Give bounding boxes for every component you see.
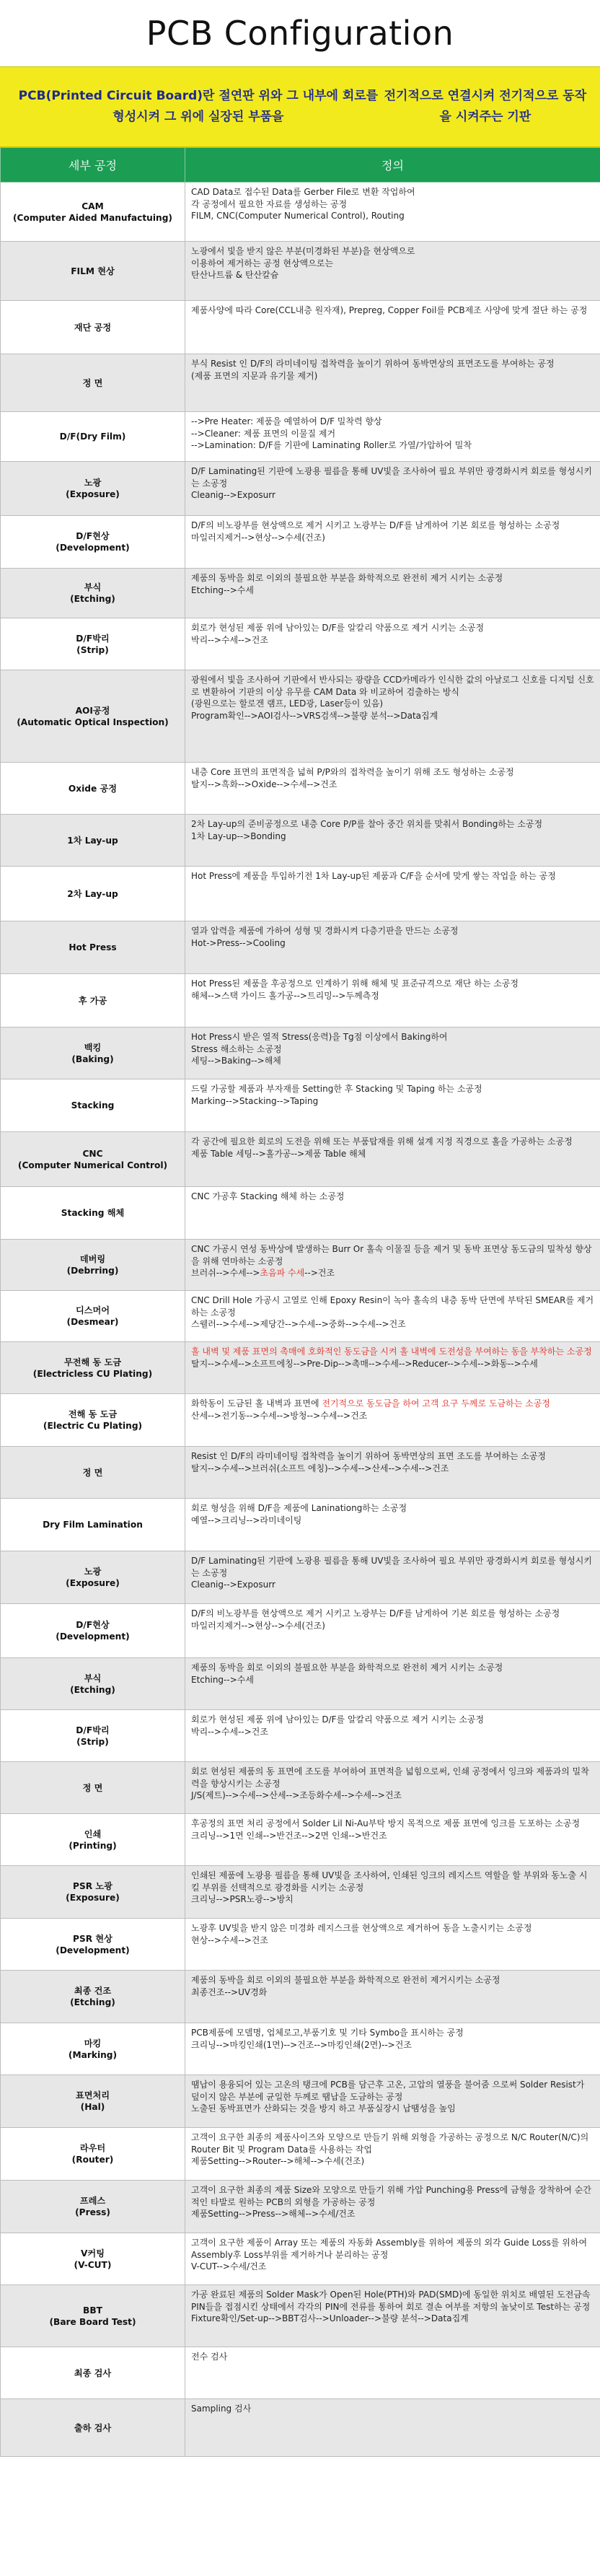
process-definition: [185, 1499, 600, 1551]
process-definition: [185, 618, 600, 670]
definition-line: (제품 표면의 지문과 유기물 제거): [191, 370, 318, 381]
process-name-line: 최종 검사: [74, 2367, 112, 2378]
process-definition: [185, 2285, 600, 2347]
definition-line: 제품의 동박을 회로 이외의 불필요한 부분을 화학적으로 완전히 제거 시키는 소공정: [191, 1662, 503, 1673]
process-definition: [185, 412, 600, 462]
definition-line: 크리닝-->마킹인쇄(1면)-->건조-->마킹인쇄(2면)-->건조: [191, 2039, 412, 2050]
definition-line: 노출된 동박표면가 산화되는 것을 방지 하고 부품실장시 납땜성을 높임: [191, 2103, 456, 2114]
definition-line: 탄산나트륨 & 탄산칼슘: [191, 270, 279, 281]
process-definition: [185, 763, 600, 815]
process-definition: [185, 516, 600, 569]
process-name-line: D/F박리: [76, 1725, 110, 1735]
definition-line: 2차 Lay-up의 준비공정으로 내층 Core P/P를 찰아 중간 위치를 맞춰서 Bonding하는 소공정: [191, 819, 543, 829]
process-definition: [185, 815, 600, 867]
process-name: [1, 1762, 185, 1814]
process-name-line: 재단 공정: [74, 322, 112, 333]
process-definition: [185, 1079, 600, 1132]
process-definition: [185, 1710, 600, 1762]
definition-line: 제품사양에 따라 Core(CCL내층 원자재), Prepreg, Copper Foil를 PCB제조 사양에 맞게 절단 하는 공정: [191, 305, 588, 315]
process-name-line: Hot Press: [69, 942, 117, 952]
definition-line: 예열-->크리닝-->라미네이팅: [191, 1515, 302, 1525]
process-name-line: (Development): [56, 1631, 130, 1642]
definition-line: 인쇄된 제품에 노광용 필름을 통해 UV빛을 조사하여, 인쇄된 잉크의 레지스트 역할을 할 부위와 동노출 시킬 부위를 선택적으로 광경화를 시키는 소공정: [191, 1870, 588, 1893]
definition-line: 열과 압력을 제품에 가하여 성형 및 경화시켜 다층기판을 만드는 소공정: [191, 926, 459, 936]
process-name-line: (Computer Aided Manufactuing): [12, 212, 172, 223]
process-name: [1, 974, 185, 1028]
process-definition: [185, 1028, 600, 1079]
process-name: [1, 1710, 185, 1762]
definition-line: 제품 Table 세팅-->홀가공-->제품 Table 해체: [191, 1148, 366, 1159]
process-name: [1, 2233, 185, 2285]
table-row: [1, 1394, 600, 1447]
process-definition: [185, 462, 600, 516]
definition-line: CNC 가공후 Stacking 해체 하는 소공정: [191, 1191, 345, 1201]
process-name: [1, 1447, 185, 1499]
process-name-line: (Etching): [70, 1997, 115, 2007]
table-row: [1, 1342, 600, 1394]
definition-line: 1차 Lay-up-->Bonding: [191, 831, 286, 841]
process-definition: [185, 569, 600, 618]
table-row: [1, 1499, 600, 1551]
process-name-line: D/F(Dry Film): [59, 431, 126, 442]
table-row: [1, 1028, 600, 1079]
banner-line-2: 전기적으로 연결시켜 전기적으로 동작을 시켜주는 기판: [384, 89, 587, 124]
definition-line: PCB제품에 모델명, 업체로고,부품기호 및 기타 Symbo을 표시하는 공정: [191, 2028, 464, 2038]
process-definition: [185, 2347, 600, 2399]
process-name-line: 노광: [84, 478, 102, 488]
process-definition: [185, 242, 600, 301]
definition-line: 내층 Core 표면의 표면적을 넓혀 P/P와의 접착력을 높이기 위해 조도 형성하는 소공정: [191, 767, 514, 777]
process-name-line: V커팅: [81, 2248, 105, 2259]
table-body: [1, 183, 600, 2457]
definition-line: 고객이 요구한 제품이 Array 또는 제품의 자동화 Assembly를 위하여 제품의 외각 Guide Loss를 위하여 Assembly후 Loss부위를 제거하거나 분리하는 공정: [191, 2238, 590, 2260]
process-name: [1, 670, 185, 763]
process-name-line: 최종 건조: [74, 1986, 112, 1996]
process-definition: [185, 1971, 600, 2023]
definition-line: V-CUT-->수세/건조: [191, 2261, 267, 2272]
process-definition: [185, 2399, 600, 2457]
process-name-line: Stacking: [71, 1100, 115, 1110]
process-definition: [185, 1394, 600, 1447]
definition-line: Sampling 검사: [191, 2404, 252, 2414]
process-name-line: 라우터: [79, 2143, 106, 2153]
process-name: [1, 1866, 185, 1919]
process-name: [1, 354, 185, 412]
process-name-line: (Etching): [70, 594, 115, 604]
definition-line: 브러쉬-->수세-->초음파 수세-->건조: [191, 1268, 335, 1279]
process-name-line: 후 가공: [78, 995, 107, 1006]
process-name-line: (Bare Board Test): [49, 2316, 136, 2327]
process-name-line: 정 면: [82, 1467, 103, 1478]
definition-line: 후공정의 표면 처리 공정에서 Solder Lil Ni-Au부탁 방지 목적으로 제품 표면에 잉크를 도포하는 소공정: [191, 1818, 581, 1828]
process-name: [1, 2023, 185, 2075]
process-name-line: (Baking): [71, 1053, 114, 1064]
definition-line: Hot Press된 제품을 후공정으로 인계하기 위해 해체 및 표준규격으로 재단 하는 소공정: [191, 978, 519, 989]
table-row: [1, 516, 600, 569]
table-row: [1, 815, 600, 867]
header-definition: 정의: [185, 148, 600, 183]
table-header-row: [1, 148, 600, 183]
table-row: [1, 1187, 600, 1240]
definition-line: 광원에서 빛을 조사하여 기판에서 반사되는 광량을 CCD카메라가 인식한 값의 아날로그 신호를 디지털 신호로 변환하여 기판의 이상 유무를 CAM Data 와 비교하여 검출하는 방식: [191, 675, 594, 697]
definition-line: 박리-->수세-->건조: [191, 1726, 268, 1737]
process-definition: [185, 974, 600, 1028]
definition-line: CNC 가공시 연성 동박상에 발생하는 Burr Or 홀속 이물질 등을 제거 및 동박 표면상 동도금의 밀착성 향상을 위해 연마하는 소공정: [191, 1244, 592, 1266]
process-name-line: (Marking): [68, 2049, 118, 2060]
table-row: [1, 1291, 600, 1342]
process-name: [1, 1291, 185, 1342]
definition-line: 전수 검사: [191, 2352, 228, 2362]
process-definition: [185, 2128, 600, 2181]
table-row: [1, 242, 600, 301]
definition-line: 노광에서 빛을 받지 않은 부분(미경화된 부분)을 현상액으로: [191, 246, 415, 256]
process-definition: [185, 1551, 600, 1604]
process-name-line: 디스머어: [75, 1305, 110, 1315]
process-name: [1, 516, 185, 569]
definition-line: Etching-->수세: [191, 584, 254, 595]
process-name-line: (Desmear): [66, 1317, 119, 1327]
process-name: [1, 921, 185, 974]
process-name-line: (Debrring): [66, 1266, 119, 1276]
process-name-line: 전해 동 도금: [68, 1409, 118, 1419]
definition-line: Resist 인 D/F의 라미네이팅 접착력을 높이기 위하여 동박면상의 표면 조도를 부여하는 소공정: [191, 1451, 547, 1461]
process-name: [1, 412, 185, 462]
table-row: [1, 867, 600, 921]
process-table: [0, 147, 600, 2457]
definition-line: CNC Drill Hole 가공시 고열로 인해 Epoxy Resin이 녹아 홀속의 내층 동박 단면에 부탁된 SMEAR를 제거하는 소공정: [191, 1295, 594, 1318]
table-row: [1, 763, 600, 815]
definition-line: 회로 현성된 제품의 동 표면에 조도를 부여하여 표면적을 넓힘으로써, 인쇄 공정에서 잉크와 제품과의 밀착력을 향상시키는 소공정: [191, 1766, 589, 1789]
process-name: [1, 1814, 185, 1866]
table-row: [1, 2285, 600, 2347]
definition-line: 고객이 요구한 최종의 제품사이즈와 모양으로 만들기 위해 외형을 가공하는 공정으로 N/C Router(N/C)의 Router Bit 및 Program Data를 사용하는 작업: [191, 2132, 592, 2155]
process-name-line: Oxide 공정: [68, 783, 118, 794]
process-definition: [185, 2023, 600, 2075]
process-name-line: (Exposure): [66, 1893, 120, 1903]
process-definition: [185, 1187, 600, 1240]
definition-line: FILM, CNC(Computer Numerical Control), Routing: [191, 211, 405, 222]
table-row: [1, 1710, 600, 1762]
definition-line: 스웰러-->수세-->제당간-->수세-->중화-->수세-->건조: [191, 1319, 406, 1330]
definition-line: 탈지-->수세-->브러쉬(소프트 에칭)-->수세-->산세-->수세-->건조: [191, 1463, 449, 1473]
definition-line: -->Lamination: D/F를 기판에 Laminating Roller로 가열/가압하여 밀착: [191, 440, 472, 451]
definition-line: Hot Press에 제품을 투입하기전 1차 Lay-up된 제품과 C/F을 순서에 맞게 쌓는 작업을 하는 공정: [191, 871, 556, 881]
process-name-line: PSR 현상: [73, 1933, 112, 1944]
process-name-line: 정 면: [82, 377, 103, 388]
definition-line: 제품의 동박을 회로 이외의 불필요한 부분을 화학적으로 완전히 제거시키는 소공정: [191, 1975, 500, 1985]
process-name-line: Stacking 해체: [61, 1208, 125, 1218]
definition-line: 화학동이 도금된 홀 내벽과 표면에 전기적으로 동도금을 하여 고객 요구 두께로 도금하는 소공정: [191, 1398, 550, 1409]
process-name-line: 프레스: [79, 2196, 106, 2206]
process-name-line: (Computer Numerical Control): [17, 1160, 168, 1170]
table-row: [1, 1658, 600, 1710]
table-row: [1, 1971, 600, 2023]
definition-line: Program확인-->AOI검사-->VRS검색-->불량 분석-->Data집계: [191, 710, 438, 721]
process-definition: [185, 867, 600, 921]
process-name: [1, 1551, 185, 1604]
process-name: [1, 462, 185, 516]
process-definition: [185, 1240, 600, 1291]
process-name: [1, 301, 185, 354]
table-row: [1, 1551, 600, 1604]
table-row: [1, 1240, 600, 1291]
highlight-text: 홀 내벽 및 제품 표면의 촉매에 호화적인 동도금을 시켜 홀 내벽에 도전성을 부여하는 동을 부착하는 소공정: [191, 1346, 592, 1357]
table-row: [1, 921, 600, 974]
process-definition: [185, 354, 600, 412]
definition-line: 산세-->전기동-->수세-->방청-->수세-->건조: [191, 1410, 368, 1421]
definition-line: (광원으로는 할로겐 램프, LED광, Laser등이 있음): [191, 698, 384, 709]
definition-line: Fixture확인/Set-up-->BBT검사-->Unloader-->불량 분석-->Data집계: [191, 2313, 469, 2324]
process-name: [1, 763, 185, 815]
definition-line: 노광후 UV빛을 받지 않은 미경화 레지스크를 현상액으로 제거하여 동을 노출시키는 소공정: [191, 1923, 532, 1933]
process-name-line: (Exposure): [66, 1578, 120, 1588]
definition-line: 땜납이 용융되어 있는 고온의 탱크에 PCB를 담근후 고온, 고압의 열풍을 불어줌 으로써 Solder Resist가 덮이지 않은 부분에 균일한 두께로 땜납을 도금하는 공정: [191, 2080, 588, 2102]
table-row: [1, 1919, 600, 1971]
process-name-line: AOI공정: [75, 705, 110, 716]
definition-line: CAD Data로 접수된 Data를 Gerber File로 변환 작업하여: [191, 187, 415, 197]
definition-line: -->Pre Heater: 제품을 예열하여 D/F 밀착력 향상: [191, 416, 382, 426]
process-name: [1, 1240, 185, 1291]
table-row: [1, 412, 600, 462]
table-row: [1, 2399, 600, 2457]
process-definition: [185, 1132, 600, 1187]
table-row: [1, 1762, 600, 1814]
header-process: 세부 공정: [1, 148, 185, 183]
definition-line: 현상-->수세-->건조: [191, 1935, 268, 1945]
definition-line: D/F Laminating된 기판에 노광용 필름을 통해 UV빛을 조사하여 필요 부위만 광경화시켜 회로를 형성시키는 소공정: [191, 1556, 592, 1578]
table-row: [1, 354, 600, 412]
process-definition: [185, 921, 600, 974]
process-definition: [185, 301, 600, 354]
process-name-line: (Press): [75, 2207, 110, 2217]
definition-line: 크리닝-->1면 인쇄-->반건조-->2면 인쇄-->반건조: [191, 1830, 387, 1841]
definition-line: 마일러지제거-->현상-->수세(건조): [191, 532, 325, 543]
table-row: [1, 569, 600, 618]
definition-line: 세팅-->Baking-->해체: [191, 1056, 281, 1066]
definition-line: 제품Setting-->Press-->해체-->수세/건조: [191, 2209, 356, 2220]
process-name-line: 표면처리: [75, 2090, 110, 2100]
process-name: [1, 1187, 185, 1240]
process-name-line: FILM 현상: [71, 266, 115, 276]
process-definition: [185, 1342, 600, 1394]
table-row: [1, 2347, 600, 2399]
process-name-line: (Hal): [80, 2102, 105, 2112]
definition-line: J/S(제트)-->수세-->산세-->조등화수세-->수세-->건조: [191, 1790, 402, 1801]
definition-line: 각 공정에서 필요한 자료를 생성하는 공정: [191, 198, 348, 209]
table-row: [1, 1447, 600, 1499]
process-name: [1, 1342, 185, 1394]
definition-line: 부식 Resist 인 D/F의 라미네이팅 접착력을 높이기 위하여 동박면상의 표면조도를 부여하는 공정: [191, 359, 555, 369]
process-definition: [185, 1604, 600, 1658]
table-row: [1, 2128, 600, 2181]
process-name-line: BBT: [83, 2305, 102, 2316]
table-row: [1, 1079, 600, 1132]
definition-line: [191, 1346, 594, 1358]
table-row: [1, 2181, 600, 2233]
process-definition: [185, 1919, 600, 1971]
process-name-line: 출하 검사: [74, 2422, 112, 2433]
process-name: [1, 1499, 185, 1551]
page-title: PCB Configuration: [146, 14, 454, 53]
process-name-line: (Automatic Optical Inspection): [17, 717, 169, 727]
process-name: [1, 1971, 185, 2023]
table-row: [1, 1866, 600, 1919]
process-definition: [185, 1814, 600, 1866]
process-name: [1, 1604, 185, 1658]
process-name-line: (Strip): [76, 1736, 109, 1747]
process-name-line: 무전해 동 도금: [63, 1357, 122, 1367]
table-row: [1, 1814, 600, 1866]
definition-line: 각 공간에 필요한 회로의 도전을 위해 또는 부품탑재를 위해 설계 지정 직경으로 홀을 가공하는 소공정: [191, 1136, 573, 1147]
definition-line: Cleanig-->Exposurr: [191, 1580, 275, 1590]
process-name: [1, 1658, 185, 1710]
process-name: [1, 1079, 185, 1132]
definition-line: 고객이 요구한 최종의 제품 Size와 모양으로 만들기 위해 가압 Punching용 Press에 금형을 장착하여 순간적인 타발로 원하는 PCB의 외형을 가공하는 공정: [191, 2185, 591, 2207]
definition-line: 제품의 동박을 회로 이외의 불필요한 부분을 화학적으로 완전히 제거 시키는 소공정: [191, 573, 503, 583]
process-name: [1, 2347, 185, 2399]
process-definition: [185, 1658, 600, 1710]
process-definition: [185, 1447, 600, 1499]
process-name: [1, 242, 185, 301]
definition-line: D/F Laminating된 기판에 노광용 필름을 통해 UV빛을 조사하여 필요 부위만 광경화시켜 회로를 형성시키는 소공정: [191, 466, 592, 489]
process-name-line: 마킹: [84, 2038, 102, 2049]
table-row: [1, 2075, 600, 2128]
definition-line: Cleanig-->Exposurr: [191, 490, 275, 501]
table-row: [1, 462, 600, 516]
table-row: [1, 670, 600, 763]
process-name-line: 1차 Lay-up: [67, 835, 118, 846]
process-definition: [185, 1291, 600, 1342]
definition-line: 탈지-->흑화-->Oxide-->수세-->건조: [191, 779, 338, 789]
process-name: [1, 618, 185, 670]
definition-line: 드릴 가공할 제품과 부자재를 Setting한 후 Stacking 및 Taping 하는 소공정: [191, 1084, 482, 1094]
definition-line: Stress 해소하는 소공정: [191, 1043, 282, 1054]
process-name-line: 데버링: [79, 1254, 106, 1264]
table-row: [1, 1604, 600, 1658]
process-name: [1, 1132, 185, 1187]
table-row: [1, 618, 600, 670]
definition-line: 가공 완료된 제품의 Solder Mask가 Open된 Hole(PTH)와 PAD(SMD)에 동일한 위치로 배열된 도전금속 PIN들을 접점시킨 상태에서 각각의 PIN에 전류를 통하여 회로 결손 여부를 저항의 높낮이로 Test하는 공정: [191, 2290, 594, 2312]
process-name-line: (Etching): [70, 1684, 115, 1695]
definition-line: 회로가 현성된 제품 위에 남아있는 D/F를 알칼리 약품으로 제거 시키는 소공정: [191, 1714, 485, 1725]
process-name: [1, 2399, 185, 2457]
process-name-line: (Router): [71, 2155, 114, 2165]
process-name-line: 부식: [84, 582, 102, 592]
definition-line: 크리닝-->PSR노광-->방치: [191, 1894, 294, 1905]
process-name-line: (Development): [56, 543, 130, 553]
process-definition: [185, 2181, 600, 2233]
process-name: [1, 1919, 185, 1971]
definition-line: -->Cleaner: 제품 표면의 이물질 제거: [191, 428, 336, 439]
process-name-line: PSR 노광: [73, 1881, 112, 1891]
process-name-line: (Printing): [69, 1840, 117, 1851]
process-name-line: 정 면: [82, 1782, 103, 1793]
process-definition: [185, 2075, 600, 2128]
definition-line: 박리-->수세-->건조: [191, 634, 268, 645]
definition-line: 제품Setting-->Router-->해체-->수세(건조): [191, 2156, 365, 2167]
definition-line: 회로 형성을 위해 D/F을 제품에 Laninationg하는 소공정: [191, 1503, 407, 1513]
process-name: [1, 2285, 185, 2347]
process-name: [1, 815, 185, 867]
definition-line: Marking-->Stacking-->Taping: [191, 1095, 319, 1106]
process-name-line: CNC: [82, 1148, 103, 1159]
definition-line: 이용하여 제거하는 공정 현상액으로는: [191, 258, 333, 268]
process-name-line: 백킹: [84, 1042, 102, 1053]
process-name-line: (Strip): [76, 644, 109, 655]
process-name: [1, 2181, 185, 2233]
process-name-line: 2차 Lay-up: [67, 888, 118, 899]
process-name-line: (Exposure): [66, 489, 120, 499]
process-name: [1, 2128, 185, 2181]
table-row: [1, 2233, 600, 2285]
definition-line: Etching-->수세: [191, 1674, 254, 1685]
process-name-line: (Electric Cu Plating): [43, 1421, 143, 1431]
definition-line: Hot->Press-->Cooling: [191, 937, 286, 948]
process-name-line: (Electricless CU Plating): [32, 1368, 153, 1379]
definition-line: 마일러지제거-->현상-->수세(건조): [191, 1620, 325, 1631]
highlight-text: 전기적으로 동도금을 하여 고객 요구 두께로 도금하는 소공정: [322, 1398, 550, 1409]
process-definition: [185, 2233, 600, 2285]
process-name-line: 인쇄: [84, 1828, 102, 1839]
process-name: [1, 183, 185, 242]
process-name-line: D/F현상: [76, 531, 110, 541]
table-row: [1, 2023, 600, 2075]
highlight-text: 초음파 수세: [260, 1268, 305, 1279]
table-row: [1, 1132, 600, 1187]
process-name-line: D/F박리: [76, 633, 110, 644]
process-name: [1, 1394, 185, 1447]
process-name-line: (V-CUT): [74, 2259, 112, 2270]
process-name-line: D/F현상: [76, 1620, 110, 1630]
table-row: [1, 183, 600, 242]
process-definition: [185, 1762, 600, 1814]
process-name: [1, 1028, 185, 1079]
definition-line: Hot Press시 받은 열적 Stress(응력)을 Tg점 이상에서 Baking하여: [191, 1032, 448, 1042]
process-definition: [185, 670, 600, 763]
process-name-line: 노광: [84, 1567, 102, 1577]
process-definition: [185, 1866, 600, 1919]
definition-line: D/F의 비노광부를 현상액으로 제거 시키고 노광부는 D/F를 남게하여 기본 회로를 형성하는 소공정: [191, 1608, 560, 1618]
process-name: [1, 867, 185, 921]
definition-banner: [0, 66, 600, 147]
process-name: [1, 569, 185, 618]
definition-line: 해체-->스택 가이드 홀가공-->트리밍-->두께측정: [191, 990, 379, 1001]
definition-line: 최종건조-->UV경화: [191, 1986, 268, 1997]
definition-line: 회로가 현성된 제품 위에 남아있는 D/F를 알칼리 약품으로 제거 시키는 소공정: [191, 623, 485, 633]
banner-line-1: PCB(Printed Circuit Board)란 절연판 위와 그 내부에 회로를 형성시켜 그 위에 실장된 부품을: [18, 89, 379, 124]
process-name-line: (Development): [56, 1945, 130, 1955]
process-name-line: Dry Film Lamination: [43, 1520, 143, 1530]
process-name-line: CAM: [81, 201, 104, 211]
process-name: [1, 2075, 185, 2128]
process-name-line: 부식: [84, 1673, 102, 1683]
table-row: [1, 974, 600, 1028]
table-row: [1, 301, 600, 354]
definition-line: D/F의 비노광부를 현상액으로 제거 시키고 노광부는 D/F를 남게하여 기본 회로를 형성하는 소공정: [191, 520, 560, 530]
process-definition: [185, 183, 600, 242]
definition-line: 탈지-->수세-->소프트에칭-->Pre-Dip-->촉매-->수세-->Reducer-->수세-->화동-->수세: [191, 1358, 538, 1369]
